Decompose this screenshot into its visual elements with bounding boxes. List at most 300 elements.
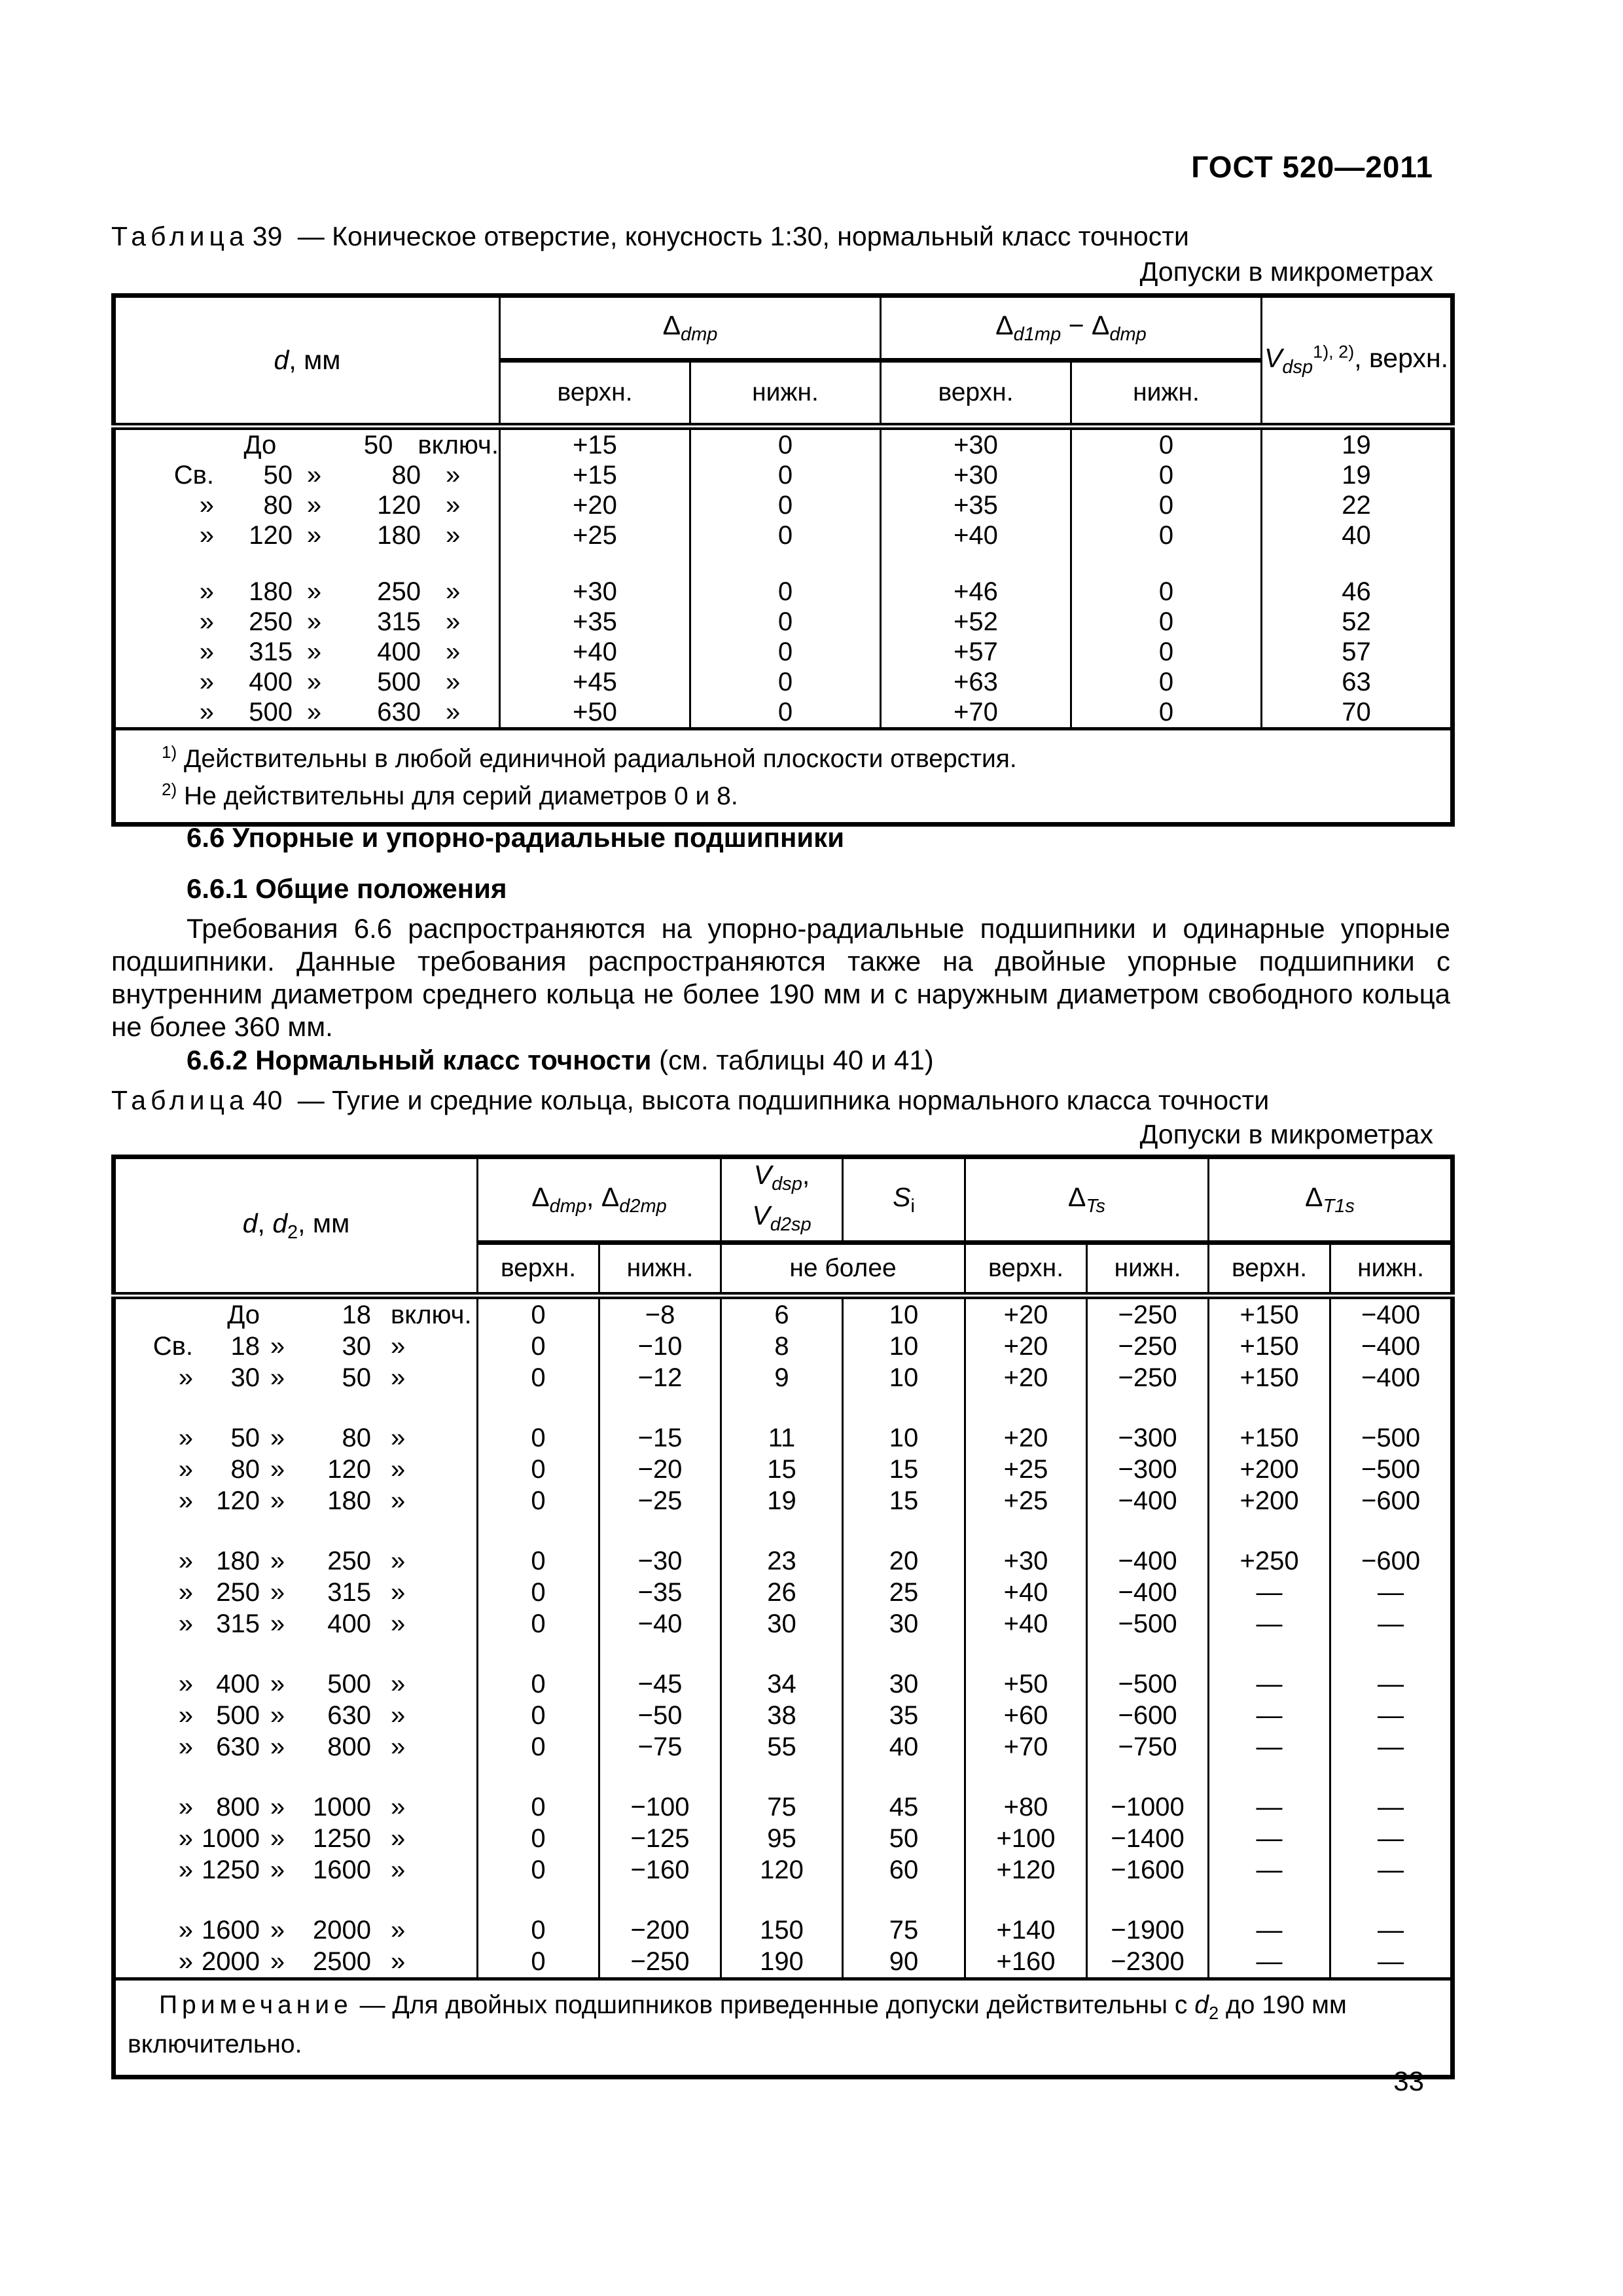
diameter-range-n1: 2000 — [202, 1946, 260, 1976]
value-cell: 22 — [1262, 490, 1453, 520]
value-cell: +150 — [1209, 1362, 1330, 1393]
diameter-range-n2: 50 — [342, 1363, 371, 1392]
d2-subscript: 2 — [287, 1221, 298, 1243]
value-cell: — — [1330, 1854, 1453, 1886]
table-row — [114, 520, 1453, 550]
value-cell: 15 — [721, 1454, 843, 1485]
value-cell: +70 — [881, 697, 1071, 729]
diameter-range-n2: 500 — [327, 1669, 371, 1698]
delta-symbol: Δ — [995, 310, 1014, 340]
value-cell: 34 — [721, 1668, 843, 1700]
value-cell: −250 — [599, 1946, 721, 1979]
subheader-lower: нижн. — [1330, 1243, 1453, 1296]
spacer-cell — [1209, 1640, 1330, 1668]
table-row — [114, 427, 1453, 461]
table-row — [114, 1914, 1453, 1946]
spacer-cell — [721, 1393, 843, 1422]
diameter-range-n2: 800 — [327, 1732, 371, 1761]
page-number: 33 — [1393, 2066, 1424, 2096]
table-row — [114, 1700, 1453, 1731]
value-cell: −400 — [1087, 1545, 1209, 1577]
value-cell: 0 — [478, 1545, 599, 1577]
value-cell: +25 — [965, 1485, 1087, 1516]
caption-number: 40 — [252, 1085, 283, 1115]
value-cell: +46 — [881, 577, 1071, 607]
value-cell: 50 — [843, 1823, 965, 1854]
value-cell: 0 — [1071, 667, 1262, 697]
value-cell: +50 — [500, 697, 690, 729]
value-cell: 0 — [478, 1668, 599, 1700]
value-cell: 0 — [1071, 427, 1262, 461]
spacer-row — [114, 1763, 1453, 1791]
column-header-vdsp — [1262, 296, 1453, 427]
spacer-cell — [478, 1640, 599, 1668]
value-cell: +250 — [1209, 1545, 1330, 1577]
value-cell: 75 — [721, 1791, 843, 1823]
diameter-range-n1: 400 — [249, 667, 293, 696]
subheader-upper: верхн. — [1209, 1243, 1330, 1296]
value-cell: −75 — [599, 1731, 721, 1763]
table-row — [114, 1296, 1453, 1331]
subheader-upper: верхн. — [965, 1243, 1087, 1296]
diameter-range-trail: » — [391, 1915, 406, 1945]
delta-symbol: Δ — [531, 1182, 550, 1213]
diameter-range-prefix: » — [199, 577, 214, 606]
diameter-range-n2: 18 — [342, 1300, 371, 1329]
d-symbol: d — [242, 1208, 258, 1238]
value-cell: +40 — [965, 1577, 1087, 1608]
value-cell: 0 — [690, 460, 881, 490]
footnote-2 — [162, 774, 1437, 812]
value-cell: −300 — [1087, 1454, 1209, 1485]
d-units: , мм — [289, 345, 341, 375]
diameter-range-prefix: » — [178, 1609, 193, 1638]
value-cell: +15 — [500, 460, 690, 490]
diameter-range-prefix: » — [178, 1732, 193, 1761]
diameter-range-prefix: » — [178, 1946, 193, 1976]
delta-subscript: T1s — [1323, 1196, 1355, 1217]
value-cell: 0 — [478, 1946, 599, 1979]
table-row — [114, 667, 1453, 697]
value-cell: 0 — [478, 1296, 599, 1331]
value-cell: 23 — [721, 1545, 843, 1577]
column-group-delta-t1s — [1209, 1157, 1453, 1243]
caption-number: 39 — [252, 221, 283, 251]
value-cell: — — [1330, 1823, 1453, 1854]
diameter-range-n1: 1600 — [202, 1915, 260, 1945]
caption-text: — Коническое отверстие, конусность 1:30, нормальный класс точности — [297, 221, 1189, 251]
subheader-upper: верхн. — [500, 361, 690, 427]
value-cell: 0 — [478, 1854, 599, 1886]
diameter-range-prefix: » — [178, 1823, 193, 1853]
diameter-range-mid: » — [270, 1946, 285, 1976]
note-box — [114, 1979, 1453, 2077]
value-cell: 57 — [1262, 637, 1453, 667]
diameter-range-mid: » — [306, 577, 322, 606]
value-cell: +57 — [881, 637, 1071, 667]
diameter-range-trail: » — [391, 1792, 406, 1821]
diameter-range-prefix: Св. — [173, 460, 214, 490]
value-cell: 40 — [843, 1731, 965, 1763]
diameter-range-prefix: » — [178, 1792, 193, 1821]
value-cell: — — [1330, 1577, 1453, 1608]
diameter-range-mid: » — [270, 1486, 285, 1515]
value-cell: — — [1209, 1608, 1330, 1640]
value-cell: — — [1330, 1914, 1453, 1946]
value-cell: 0 — [690, 577, 881, 607]
spacer-cell — [1330, 1640, 1453, 1668]
value-cell: 30 — [843, 1608, 965, 1640]
diameter-range-cell — [114, 1608, 478, 1640]
table-40-body — [114, 1296, 1453, 1979]
value-cell: 0 — [1071, 577, 1262, 607]
spacer-cell — [114, 1393, 478, 1422]
value-cell: −250 — [1087, 1331, 1209, 1362]
comma: , — [802, 1160, 810, 1190]
value-cell: 0 — [1071, 697, 1262, 729]
value-cell: −500 — [1087, 1668, 1209, 1700]
note-label: Примечание — [159, 1991, 353, 2020]
diameter-range-n2: 250 — [327, 1546, 371, 1575]
table-row — [114, 697, 1453, 729]
spacer-cell — [1071, 550, 1262, 577]
value-cell: +40 — [500, 637, 690, 667]
note-dash: — — [352, 1991, 393, 2020]
table-row — [114, 1422, 1453, 1454]
v-suffix: , верхн. — [1354, 343, 1448, 374]
value-cell: 0 — [690, 520, 881, 550]
value-cell: +25 — [965, 1454, 1087, 1485]
footnote-text: Не действительны для серий диаметров 0 и 8. — [177, 782, 738, 810]
column-header-d — [114, 296, 500, 427]
value-cell: 60 — [843, 1854, 965, 1886]
value-cell: — — [1209, 1577, 1330, 1608]
value-cell: −50 — [599, 1700, 721, 1731]
table-row — [114, 1854, 1453, 1886]
spacer-cell — [1209, 1763, 1330, 1791]
spacer-cell — [1330, 1886, 1453, 1914]
value-cell: — — [1330, 1608, 1453, 1640]
value-cell: 190 — [721, 1946, 843, 1979]
value-cell: −15 — [599, 1422, 721, 1454]
value-cell: 45 — [843, 1791, 965, 1823]
spacer-cell — [965, 1886, 1087, 1914]
value-cell: −200 — [599, 1914, 721, 1946]
value-cell: −20 — [599, 1454, 721, 1485]
diameter-range-n2: 2000 — [313, 1915, 371, 1945]
value-cell: — — [1330, 1946, 1453, 1979]
column-group-delta-d1mp-minus-dmp — [881, 296, 1262, 361]
column-header-vdsp-vd2sp — [721, 1157, 843, 1243]
diameter-range-mid: » — [270, 1423, 285, 1452]
value-cell: — — [1209, 1700, 1330, 1731]
table-row — [114, 1608, 1453, 1640]
table-row — [114, 1331, 1453, 1362]
table-row — [114, 1668, 1453, 1700]
subheader-upper: верхн. — [881, 361, 1071, 427]
diameter-range-n1: 800 — [216, 1792, 260, 1821]
diameter-range-mid: » — [306, 667, 322, 696]
diameter-range-n1: 50 — [230, 1423, 260, 1452]
diameter-range-trail: » — [391, 1363, 406, 1392]
diameter-range-cell — [114, 1823, 478, 1854]
heading-6-6: 6.6 Упорные и упорно-радиальные подшипники — [187, 822, 845, 853]
value-cell: 0 — [1071, 490, 1262, 520]
diameter-range-trail: » — [391, 1423, 406, 1452]
value-cell: +52 — [881, 607, 1071, 637]
table-39-footnotes — [114, 729, 1453, 825]
heading-6-6-2 — [187, 1045, 1450, 1076]
spacer-cell — [1330, 1516, 1453, 1545]
v-subscript: dsp — [1282, 357, 1313, 378]
diameter-range-prefix: » — [178, 1423, 193, 1452]
delta-symbol: Δ — [1091, 310, 1110, 340]
d2-symbol: d — [272, 1208, 288, 1238]
value-cell: −30 — [599, 1545, 721, 1577]
d2-subscript: 2 — [1208, 2003, 1219, 2024]
diameter-range-mid: » — [270, 1732, 285, 1761]
table-40-note — [114, 1979, 1453, 2077]
value-cell: +50 — [965, 1668, 1087, 1700]
diameter-range-cell — [114, 1914, 478, 1946]
diameter-range-cell — [114, 1946, 478, 1979]
spacer-cell — [843, 1763, 965, 1791]
standard-number-header: ГОСТ 520—2011 — [1191, 150, 1433, 184]
diameter-range-prefix: » — [199, 697, 214, 726]
diameter-range-trail: » — [391, 1486, 406, 1515]
value-cell: −400 — [1330, 1296, 1453, 1331]
diameter-range-cell — [114, 1668, 478, 1700]
diameter-range-prefix: » — [178, 1546, 193, 1575]
diameter-range-trail: включ. — [418, 430, 499, 459]
subheader-lower: нижн. — [1071, 361, 1262, 427]
value-cell: 120 — [721, 1854, 843, 1886]
value-cell: −500 — [1330, 1422, 1453, 1454]
minus-sign: − — [1061, 310, 1092, 340]
value-cell: −45 — [599, 1668, 721, 1700]
diameter-range-n2: 1600 — [313, 1855, 371, 1884]
diameter-range-cell — [114, 667, 500, 697]
diameter-range-mid: » — [306, 460, 322, 490]
diameter-range-cell — [114, 1577, 478, 1608]
table-row — [114, 1485, 1453, 1516]
diameter-range-cell — [114, 1362, 478, 1393]
value-cell: — — [1330, 1700, 1453, 1731]
value-cell: 19 — [721, 1485, 843, 1516]
value-cell: 0 — [1071, 637, 1262, 667]
diameter-range-cell — [114, 1331, 478, 1362]
value-cell: +100 — [965, 1823, 1087, 1854]
value-cell: +20 — [965, 1331, 1087, 1362]
spacer-cell — [599, 1393, 721, 1422]
spacer-row — [114, 550, 1453, 577]
value-cell: +150 — [1209, 1331, 1330, 1362]
table-row — [114, 1362, 1453, 1393]
diameter-range-prefix: » — [178, 1486, 193, 1515]
value-cell: −500 — [1330, 1454, 1453, 1485]
diameter-range-cell — [114, 1854, 478, 1886]
spacer-cell — [843, 1886, 965, 1914]
spacer-cell — [114, 550, 500, 577]
diameter-range-trail: » — [391, 1577, 406, 1607]
table-40-caption — [111, 1085, 1269, 1116]
value-cell: 30 — [721, 1608, 843, 1640]
spacer-cell — [721, 1886, 843, 1914]
diameter-range-n1: 315 — [216, 1609, 260, 1638]
diameter-range-n2: 80 — [391, 460, 421, 490]
value-cell: −400 — [1330, 1362, 1453, 1393]
table-40-header — [114, 1157, 1453, 1296]
spacer-cell — [965, 1763, 1087, 1791]
delta-symbol: Δ — [1068, 1182, 1086, 1213]
header-row-groups — [114, 1157, 1453, 1243]
value-cell: −35 — [599, 1577, 721, 1608]
table-row — [114, 607, 1453, 637]
section-6-6 — [111, 822, 1450, 1076]
diameter-range-mid: » — [270, 1363, 285, 1392]
value-cell: 0 — [690, 697, 881, 729]
value-cell: +120 — [965, 1854, 1087, 1886]
value-cell: −400 — [1087, 1485, 1209, 1516]
diameter-range-n1: 500 — [216, 1700, 260, 1730]
spacer-cell — [478, 1516, 599, 1545]
diameter-range-cell — [114, 1454, 478, 1485]
value-cell: +63 — [881, 667, 1071, 697]
caption-word: Таблица — [111, 1085, 249, 1115]
value-cell: −125 — [599, 1823, 721, 1854]
diameter-range-n2: 2500 — [313, 1946, 371, 1976]
spacer-cell — [114, 1763, 478, 1791]
value-cell: +30 — [881, 460, 1071, 490]
spacer-cell — [599, 1516, 721, 1545]
diameter-range-trail: » — [391, 1823, 406, 1853]
table-39-body — [114, 427, 1453, 729]
value-cell: 0 — [478, 1577, 599, 1608]
value-cell: — — [1330, 1731, 1453, 1763]
spacer-cell — [1330, 1393, 1453, 1422]
value-cell: 75 — [843, 1914, 965, 1946]
table-row — [114, 1454, 1453, 1485]
spacer-cell — [1330, 1763, 1453, 1791]
diameter-range-cell — [114, 460, 500, 490]
diameter-range-prefix: » — [178, 1577, 193, 1607]
spacer-cell — [1087, 1393, 1209, 1422]
table-row — [114, 1946, 1453, 1979]
value-cell: +80 — [965, 1791, 1087, 1823]
diameter-range-cell — [114, 1422, 478, 1454]
diameter-range-cell — [114, 607, 500, 637]
diameter-range-trail: » — [391, 1700, 406, 1730]
value-cell: 55 — [721, 1731, 843, 1763]
diameter-range-n2: 180 — [377, 520, 421, 550]
value-cell: +200 — [1209, 1485, 1330, 1516]
table-39 — [111, 293, 1455, 827]
caption-word: Таблица — [111, 221, 249, 251]
spacer-cell — [1087, 1640, 1209, 1668]
value-cell: — — [1330, 1791, 1453, 1823]
table-row — [114, 1577, 1453, 1608]
value-cell: +15 — [500, 427, 690, 461]
value-cell: 0 — [478, 1823, 599, 1854]
value-cell: 11 — [721, 1422, 843, 1454]
footnote-row — [114, 729, 1453, 825]
value-cell: 0 — [478, 1731, 599, 1763]
diameter-range-n2: 1250 — [313, 1823, 371, 1853]
value-cell: 52 — [1262, 607, 1453, 637]
value-cell: 10 — [843, 1362, 965, 1393]
diameter-range-n1: 80 — [263, 490, 293, 520]
diameter-range-trail: » — [446, 577, 461, 606]
diameter-range-n2: 400 — [327, 1609, 371, 1638]
table-row — [114, 1545, 1453, 1577]
units-note-40: Допуски в микрометрах — [1139, 1119, 1433, 1149]
diameter-range-cell — [114, 577, 500, 607]
units-note-39: Допуски в микрометрах — [1139, 257, 1433, 287]
value-cell: 46 — [1262, 577, 1453, 607]
spacer-cell — [721, 1640, 843, 1668]
diameter-range-trail: » — [391, 1855, 406, 1884]
diameter-range-n2: 630 — [377, 697, 421, 726]
value-cell: +150 — [1209, 1422, 1330, 1454]
diameter-range-n2: 400 — [377, 637, 421, 666]
diameter-range-prefix: » — [178, 1363, 193, 1392]
heading-6-6-1: 6.6.1 Общие положения — [187, 873, 507, 904]
diameter-range-n1: 120 — [249, 520, 293, 550]
subheader-lower: нижн. — [599, 1243, 721, 1296]
table-39-caption — [111, 221, 1189, 252]
diameter-range-prefix: » — [178, 1700, 193, 1730]
footnote-markers: 1), 2) — [1313, 342, 1355, 362]
table-row — [114, 490, 1453, 520]
heading-6-6-2-bold: 6.6.2 Нормальный класс точности — [187, 1045, 652, 1075]
spacer-cell — [690, 550, 881, 577]
spacer-row — [114, 1516, 1453, 1545]
value-cell: −300 — [1087, 1422, 1209, 1454]
diameter-range-trail: » — [446, 667, 461, 696]
spacer-cell — [965, 1516, 1087, 1545]
column-header-si — [843, 1157, 965, 1243]
diameter-range-n1: До — [227, 1300, 260, 1329]
delta-subscript: dmp — [680, 324, 718, 346]
value-cell: +30 — [881, 427, 1071, 461]
caption-text: — Тугие и средние кольца, высота подшипника нормального класса точности — [297, 1085, 1270, 1115]
value-cell: −1600 — [1087, 1854, 1209, 1886]
d2-symbol: d — [1194, 1991, 1209, 2020]
value-cell: −1400 — [1087, 1823, 1209, 1854]
comma: , — [257, 1208, 273, 1238]
spacer-cell — [599, 1763, 721, 1791]
s-subscript: i — [910, 1196, 915, 1217]
diameter-range-prefix: » — [178, 1454, 193, 1484]
spacer-cell — [1209, 1393, 1330, 1422]
value-cell: 0 — [1071, 607, 1262, 637]
value-cell: −600 — [1087, 1700, 1209, 1731]
spacer-cell — [114, 1516, 478, 1545]
delta-subscript: dmp — [549, 1196, 587, 1217]
value-cell: +160 — [965, 1946, 1087, 1979]
value-cell: −25 — [599, 1485, 721, 1516]
spacer-cell — [881, 550, 1071, 577]
comma: , — [586, 1182, 601, 1213]
diameter-range-mid: » — [270, 1823, 285, 1853]
value-cell: 35 — [843, 1700, 965, 1731]
value-cell: — — [1209, 1946, 1330, 1979]
spacer-cell — [1209, 1886, 1330, 1914]
value-cell: 15 — [843, 1485, 965, 1516]
d-symbol: d — [274, 345, 289, 375]
d-units: , мм — [298, 1208, 350, 1238]
value-cell: +150 — [1209, 1296, 1330, 1331]
